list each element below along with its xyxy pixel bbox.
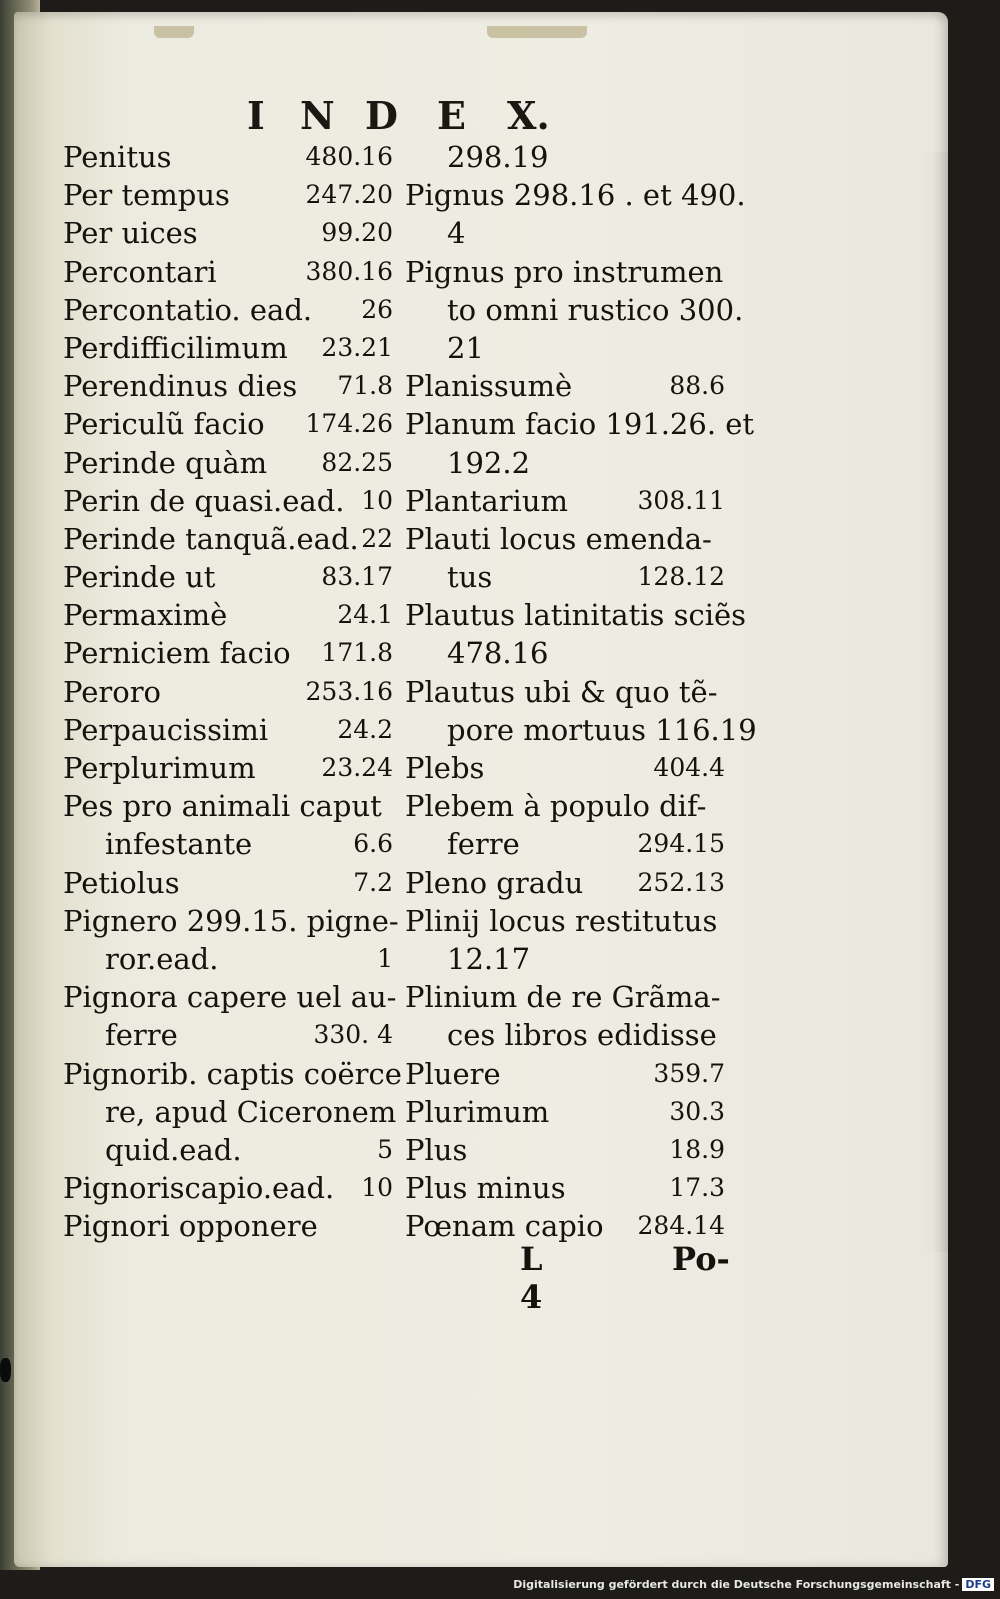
index-term: Penitus — [63, 140, 172, 174]
index-entry — [63, 634, 393, 672]
index-term: Perniciem facio — [63, 636, 291, 671]
index-term: Plurimum — [405, 1094, 550, 1129]
page-reference: 23.24 — [321, 753, 393, 782]
index-term: Percontatio. ead. — [63, 292, 313, 327]
index-entry — [63, 1131, 393, 1169]
index-term: Plinij locus restitutus — [405, 903, 718, 938]
index-term: Percontari — [63, 254, 217, 289]
index-entry — [405, 1055, 725, 1093]
page-reference: 10 — [361, 485, 393, 515]
page-reference: 284.14 — [637, 1211, 725, 1241]
index-entry — [405, 482, 725, 520]
index-column-left — [63, 138, 402, 1245]
index-term: Perdifficilimum — [63, 330, 288, 365]
index-entry — [63, 444, 393, 482]
index-entry — [405, 176, 746, 214]
index-entry — [405, 864, 725, 902]
index-term: Plantarium — [405, 483, 569, 518]
page-reference: 5 — [377, 1134, 393, 1164]
page-reference: 247.20 — [305, 180, 393, 210]
index-term: Per tempus — [63, 178, 230, 213]
index-entry — [405, 978, 725, 1016]
index-entry — [405, 405, 755, 443]
index-entry — [63, 405, 393, 443]
index-term: Pignero 299.15. pigne- — [63, 903, 399, 938]
paper-tab — [487, 26, 587, 38]
index-entry — [405, 253, 725, 291]
index-entry — [405, 291, 744, 329]
index-entry — [63, 749, 393, 787]
index-term: Plauti locus emenda- — [405, 521, 712, 556]
index-entry — [63, 902, 399, 940]
dfg-logo: DFG — [962, 1578, 994, 1591]
page-reference: 404.4 — [653, 753, 725, 782]
index-term: Plinium de re Grãma- — [405, 980, 721, 1015]
index-entry — [405, 1131, 725, 1169]
index-entry — [63, 787, 393, 825]
page-reference: 128.12 — [637, 562, 725, 592]
index-entry — [405, 138, 725, 176]
page-reference: 174.26 — [305, 409, 393, 439]
index-entry — [63, 214, 393, 252]
index-entry — [405, 558, 725, 596]
page-reference: 99.20 — [321, 218, 393, 248]
page-reference: 24.1 — [337, 600, 393, 630]
page-reference: 359.7 — [653, 1058, 725, 1088]
index-term: Perplurimum — [63, 751, 256, 785]
index-entry — [405, 940, 725, 978]
index-term: 4 — [447, 216, 466, 251]
index-term: Periculũ facio — [63, 407, 265, 442]
index-term: Pignus pro instrumen — [405, 254, 724, 289]
page-reference: 18.9 — [669, 1134, 725, 1164]
index-term: Petiolus — [63, 865, 180, 900]
index-term: pore mortuus 116.19 — [447, 712, 757, 747]
page-reference: 26 — [361, 294, 393, 324]
credit-text: Digitalisierung gefördert durch die Deutsche Forschungsgemeinschaft - — [513, 1578, 960, 1591]
index-term: Pœnam capio — [405, 1209, 604, 1244]
page-reference: 10 — [361, 1173, 393, 1203]
index-entry — [63, 596, 393, 634]
index-entry — [63, 978, 397, 1016]
index-entry — [405, 214, 725, 252]
header-letter: X. — [507, 93, 550, 138]
index-entry — [63, 558, 393, 596]
page-reference: 294.15 — [637, 829, 725, 859]
index-term: Planissumè — [405, 369, 573, 404]
index-term: Pleno gradu — [405, 865, 584, 900]
index-entry — [405, 1016, 725, 1054]
index-term: ferre — [105, 1018, 178, 1053]
index-entry — [405, 749, 725, 787]
index-column-right — [405, 138, 757, 1245]
index-entry — [63, 1016, 393, 1054]
index-entry — [405, 711, 757, 749]
index-term: Per uices — [63, 216, 198, 251]
index-term: Plus — [405, 1132, 468, 1167]
index-term: Plautus ubi & quo tẽ- — [405, 674, 718, 709]
index-term: ror.ead. — [105, 941, 219, 976]
index-term: ces libros edidisse — [447, 1018, 717, 1053]
signature-mark: L 4 — [520, 1240, 543, 1316]
index-entry — [405, 1169, 725, 1207]
index-term: Perinde tanquã.ead. — [63, 521, 359, 556]
index-term: Perin de quasi.ead. — [63, 483, 345, 518]
page-reference: 88.6 — [669, 371, 725, 401]
index-entry — [63, 329, 393, 367]
digitization-credit — [513, 1578, 994, 1591]
index-term: Plautus latinitatis sciẽs — [405, 598, 747, 633]
page-reference: 82.25 — [321, 447, 393, 477]
page-reference: 308.11 — [637, 485, 725, 515]
page-reference: 83.17 — [321, 562, 393, 592]
page-reference: 171.8 — [321, 638, 393, 668]
page-reference: 23.21 — [321, 332, 393, 362]
index-entry — [405, 444, 725, 482]
header-letter: E — [437, 93, 466, 138]
index-entry — [63, 673, 393, 711]
index-term: Pignus 298.16 . et 490. — [405, 178, 746, 213]
index-entry — [63, 138, 393, 176]
index-term: to omni rustico 300. — [447, 292, 744, 327]
index-entry — [63, 291, 393, 329]
index-entry — [405, 902, 725, 940]
index-entry — [405, 520, 725, 558]
index-term: Plebem à populo dif- — [405, 789, 707, 824]
index-entry — [405, 825, 725, 863]
page-reference: 7.2 — [353, 867, 393, 897]
index-term: infestante — [105, 827, 253, 862]
index-entry — [63, 1055, 402, 1093]
index-term: 192.2 — [447, 445, 531, 480]
page-reference: 24.2 — [337, 714, 393, 744]
index-term: Peroro — [63, 674, 162, 709]
page-reference: 1 — [377, 943, 393, 973]
index-entry — [63, 520, 393, 558]
index-entry — [405, 367, 725, 405]
header-letter: N — [300, 93, 335, 138]
index-entry — [63, 825, 393, 863]
index-entry — [63, 253, 393, 291]
index-entry — [405, 329, 725, 367]
page-reference: 253.16 — [305, 676, 393, 706]
index-entry — [405, 1093, 725, 1131]
index-term: Pes pro animali caput — [63, 789, 382, 824]
index-term: Perendinus dies — [63, 369, 298, 404]
index-entry — [63, 367, 393, 405]
index-term: 298.19 — [447, 140, 549, 174]
page-reference: 480.16 — [305, 142, 393, 171]
index-term: Permaximè — [63, 598, 228, 633]
page-reference: 252.13 — [637, 867, 725, 897]
index-entry — [63, 940, 393, 978]
index-term: Pignora capere uel au- — [63, 980, 397, 1015]
page-reference: 6.6 — [353, 829, 393, 859]
index-term: Plebs — [405, 751, 485, 785]
index-entry — [63, 1169, 393, 1207]
page-reference: 380.16 — [305, 256, 393, 286]
catchword: Po- — [672, 1240, 730, 1278]
page-reference: 22 — [361, 523, 393, 553]
page-reference: 71.8 — [337, 371, 393, 401]
index-entry — [405, 634, 725, 672]
header-letter: I — [247, 93, 265, 138]
index-term: Pignorib. captis coërce — [63, 1056, 402, 1091]
page-reference: 330. 4 — [313, 1020, 393, 1050]
index-entry — [405, 673, 725, 711]
index-term: Perinde quàm — [63, 445, 268, 480]
index-entry — [405, 596, 747, 634]
index-entry — [63, 711, 393, 749]
index-entry — [63, 1207, 393, 1245]
ink-spot — [0, 1358, 11, 1382]
index-term: 21 — [447, 330, 484, 365]
index-term: Plus minus — [405, 1171, 566, 1206]
page-reference: 30.3 — [669, 1096, 725, 1126]
index-term: Pluere — [405, 1056, 501, 1091]
index-term: tus — [447, 560, 493, 595]
index-term: 478.16 — [447, 636, 549, 671]
page-reference: 17.3 — [669, 1173, 725, 1203]
index-entry — [63, 482, 393, 520]
index-entry — [63, 1093, 397, 1131]
index-term: ferre — [447, 827, 520, 862]
paper-tab — [154, 26, 194, 38]
index-entry — [405, 787, 725, 825]
index-term: re, apud Ciceronem — [105, 1094, 397, 1129]
index-term: Planum facio 191.26. et — [405, 407, 755, 442]
index-entry — [63, 864, 393, 902]
index-entry — [63, 176, 393, 214]
show-through-shadow — [919, 152, 959, 1252]
index-term: Perinde ut — [63, 560, 216, 595]
header-letter: D — [365, 93, 398, 138]
index-term: Pignoriscapio.ead. — [63, 1171, 335, 1206]
index-term: Pignori opponere — [63, 1209, 318, 1244]
index-term: 12.17 — [447, 941, 531, 976]
index-term: Perpaucissimi — [63, 712, 269, 747]
index-term: quid.ead. — [105, 1132, 242, 1167]
